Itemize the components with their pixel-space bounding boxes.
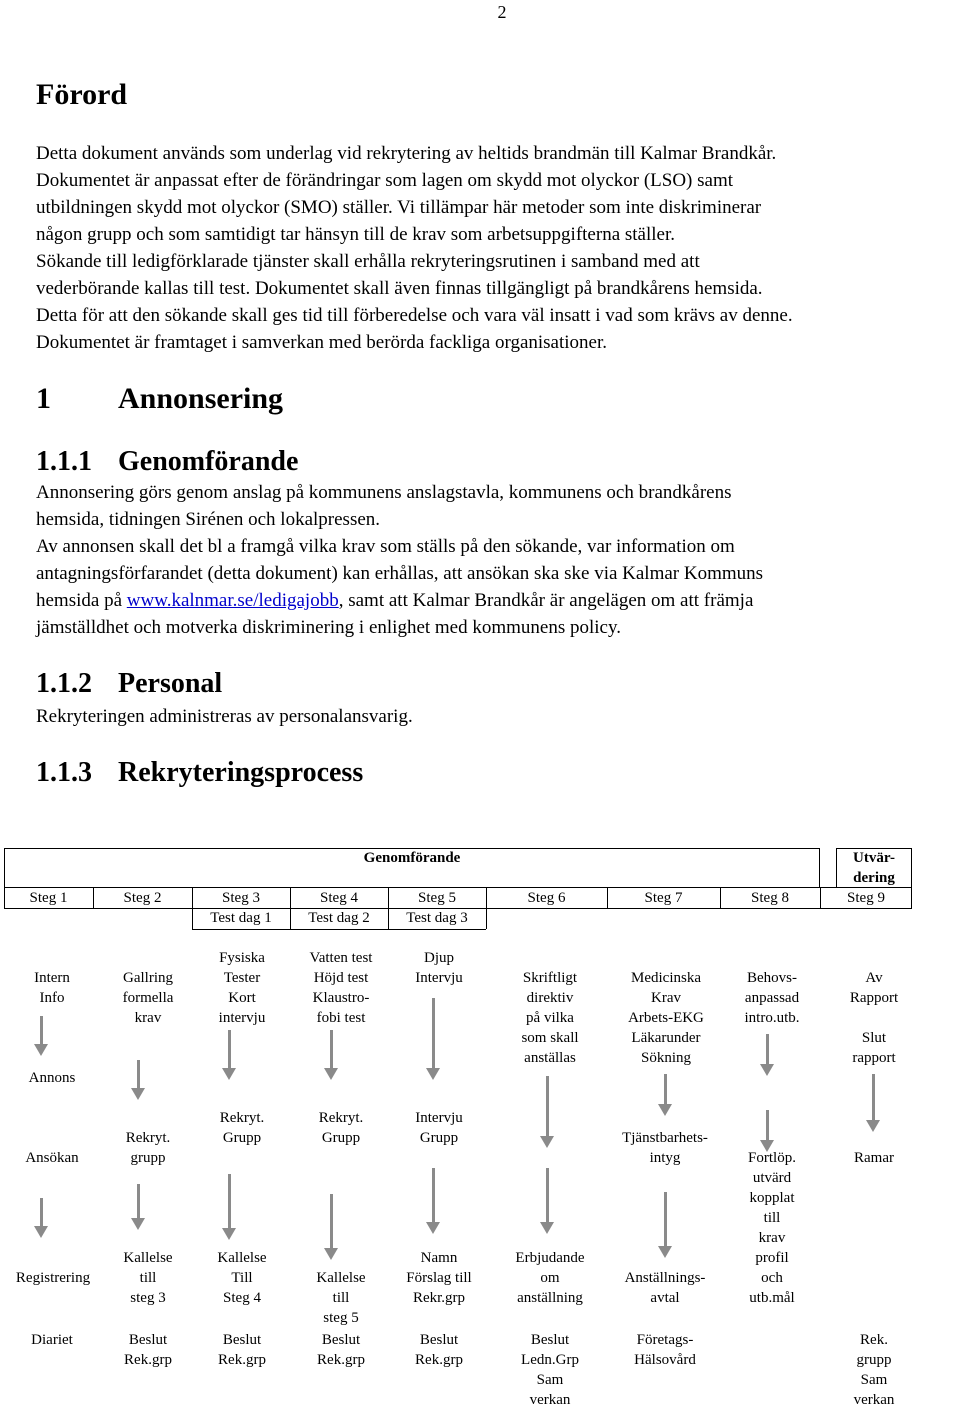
down-arrow-icon	[324, 1194, 338, 1260]
section-heading-1-1-1	[36, 446, 298, 478]
down-arrow-icon	[540, 1076, 554, 1148]
col3-r3: Kallelse Till Steg 4	[217, 1250, 267, 1306]
intro-line: utbildningen skydd mot olyckor (SMO) ställer. Vi tillämpar här metoder som inte diskriminerar	[36, 197, 762, 218]
col7-r2: Tjänstbarhets- intyg	[622, 1130, 708, 1166]
section-heading-1-1-3	[36, 757, 363, 789]
paragraph-line	[36, 587, 960, 614]
section-number: 1.1.2	[36, 668, 92, 699]
col9-r1: Av Rapport Slut rapport	[849, 970, 899, 1066]
down-arrow-icon	[658, 1074, 672, 1116]
col1-r1: Intern Info	[34, 970, 70, 1006]
col1-annons: Annons	[28, 1070, 76, 1086]
intro-line: Dokumentet är framtaget i samverkan med berörda fackliga organisationer.	[36, 332, 608, 353]
down-arrow-icon	[866, 1074, 880, 1132]
paragraph-personal: Rekryteringen administreras av personalansvarig.	[36, 706, 413, 727]
ledigajobb-link[interactable]: www.kalnmar.se/ledigajobb	[126, 590, 339, 611]
section-number: 1	[36, 382, 51, 415]
section-number: 1.1.3	[36, 757, 92, 788]
col7-r1: Medicinska Krav Arbets-EKG Läkarunder Sökning	[628, 970, 704, 1066]
intro-line: någon grupp och som samtidigt tar hänsyn till de krav som arbetsuppgifterna ställer.	[36, 224, 676, 245]
down-arrow-icon	[324, 1030, 338, 1080]
intro-line: Detta för att den sökande skall ges tid till förberedelse och vara väl insatt i vad som krävs av denne.	[36, 305, 793, 326]
testday-label: Test dag 1	[210, 910, 272, 926]
down-arrow-icon	[34, 1016, 48, 1056]
step-label: Steg 6	[527, 890, 566, 906]
down-arrow-icon	[760, 1034, 774, 1076]
intro-line: Detta dokument används som underlag vid rekrytering av heltids brandmän till Kalmar Brandkår.	[36, 143, 777, 164]
col3-r1: Fysiska Tester Kort intervju	[218, 950, 266, 1026]
col3-r4: Beslut Rek.grp	[218, 1332, 266, 1368]
step-label: Steg 7	[644, 890, 683, 906]
col1-r2: Ansökan	[25, 1150, 79, 1166]
step-label: Steg 3	[222, 890, 260, 906]
section-heading-1-1-2	[36, 668, 222, 700]
page-number: 2	[497, 2, 507, 22]
intro-paragraph	[36, 140, 960, 356]
down-arrow-icon	[131, 1060, 145, 1100]
col5-r1: Djup Intervju	[415, 950, 463, 986]
down-arrow-icon	[760, 1110, 774, 1152]
col1-r4: Diariet	[31, 1332, 73, 1348]
section-title: Personal	[118, 668, 223, 699]
col7-r4: Företags- Hälsovård	[634, 1332, 696, 1368]
line-text: hemsida på	[36, 590, 127, 611]
step-label: Steg 8	[751, 890, 789, 906]
col5-r3: Namn Förslag till Rekr.grp	[406, 1250, 472, 1306]
col7-r3: Anställnings- avtal	[624, 1270, 706, 1306]
down-arrow-icon	[131, 1184, 145, 1230]
section-title: Genomförande	[118, 446, 299, 477]
paragraph-line: Av annonsen skall det bl a framgå vilka krav som ställs på den sökande, var information om	[36, 536, 735, 557]
paragraph-line: hemsida, tidningen Sirénen och lokalpressen.	[36, 509, 381, 530]
paragraph-annonsering	[36, 479, 960, 533]
step-label: Steg 1	[29, 890, 68, 906]
col4-r3: Kallelse till steg 5	[316, 1270, 366, 1326]
down-arrow-icon	[658, 1192, 672, 1258]
section-number: 1.1.1	[36, 446, 92, 477]
paragraph-line: Annonsering görs genom anslag på kommunens anslagstavla, kommunens och brandkårens	[36, 482, 732, 503]
col2-r1: Gallring formella krav	[122, 970, 174, 1026]
step-label: Steg 5	[418, 890, 456, 906]
paragraph-annons-krav	[36, 533, 960, 641]
col4-r4: Beslut Rek.grp	[317, 1332, 365, 1368]
step-label: Steg 2	[123, 890, 162, 906]
paragraph-line: antagningsförfarandet (detta dokument) kan erhållas, att ansökan ska ske via Kalmar Kommuns	[36, 563, 764, 584]
intro-line: Sökande till ledigförklarade tjänster skall erhålla rekryteringsrutinen i samband med att	[36, 251, 700, 272]
down-arrow-icon	[34, 1198, 48, 1238]
col4-r2: Rekryt. Grupp	[318, 1110, 364, 1146]
intro-line: Dokumentet är anpassat efter de förändringar som lagen om skydd mot olyckor (LSO) samt	[36, 170, 734, 191]
col3-r2: Rekryt. Grupp	[219, 1110, 265, 1146]
col5-r4: Beslut Rek.grp	[415, 1332, 463, 1368]
step-label: Steg 9	[847, 890, 885, 906]
paragraph-line: jämställdhet och motverka diskriminering i enlighet med kommunens policy.	[36, 617, 622, 638]
testday-label: Test dag 3	[406, 910, 468, 926]
line-text: , samt att Kalmar Brandkår är angelägen om att främja	[338, 590, 754, 611]
col5-r2: Intervju Grupp	[415, 1110, 463, 1146]
intro-line: vederbörande kallas till test. Dokumentet skall även finnas tillgängligt på brandkårens hemsida.	[36, 278, 763, 299]
col8-r1: Behovs- anpassad intro.utb.	[744, 970, 800, 1026]
col6-r3: Erbjudande om anställning	[515, 1250, 585, 1306]
utvardering-label: Utvär- dering	[853, 850, 895, 886]
page-title: Förord	[36, 78, 128, 111]
testday-label: Test dag 2	[308, 910, 370, 926]
col9-r4: Rek. grupp Sam verkan	[853, 1332, 895, 1408]
col2-r3: Kallelse till steg 3	[123, 1250, 173, 1306]
section-title: Annonsering	[118, 382, 284, 415]
down-arrow-icon	[222, 1030, 236, 1080]
genomforande-label: Genomförande	[363, 850, 461, 866]
col4-r1: Vatten test Höjd test Klaustro- fobi test	[309, 950, 373, 1026]
col2-r4: Beslut Rek.grp	[124, 1332, 172, 1368]
col2-r2: Rekryt. grupp	[125, 1130, 171, 1166]
section-title: Rekryteringsprocess	[118, 757, 364, 788]
step-label: Steg 4	[320, 890, 358, 906]
down-arrow-icon	[540, 1168, 554, 1234]
process-chart	[0, 838, 960, 1414]
down-arrow-icon	[426, 998, 440, 1080]
col6-r1: Skriftligt direktiv på vilka som skall anställas	[521, 970, 579, 1066]
col1-r3: Registrering	[15, 1270, 91, 1286]
col8-r2: Fortlöp. utvärd kopplat till krav profil och utb.mål	[748, 1150, 796, 1306]
col6-r4: Beslut Ledn.Grp Sam verkan	[521, 1332, 579, 1408]
col9-r2: Ramar	[854, 1150, 894, 1166]
down-arrow-icon	[426, 1168, 440, 1234]
down-arrow-icon	[222, 1174, 236, 1240]
section-heading-1	[36, 382, 283, 416]
